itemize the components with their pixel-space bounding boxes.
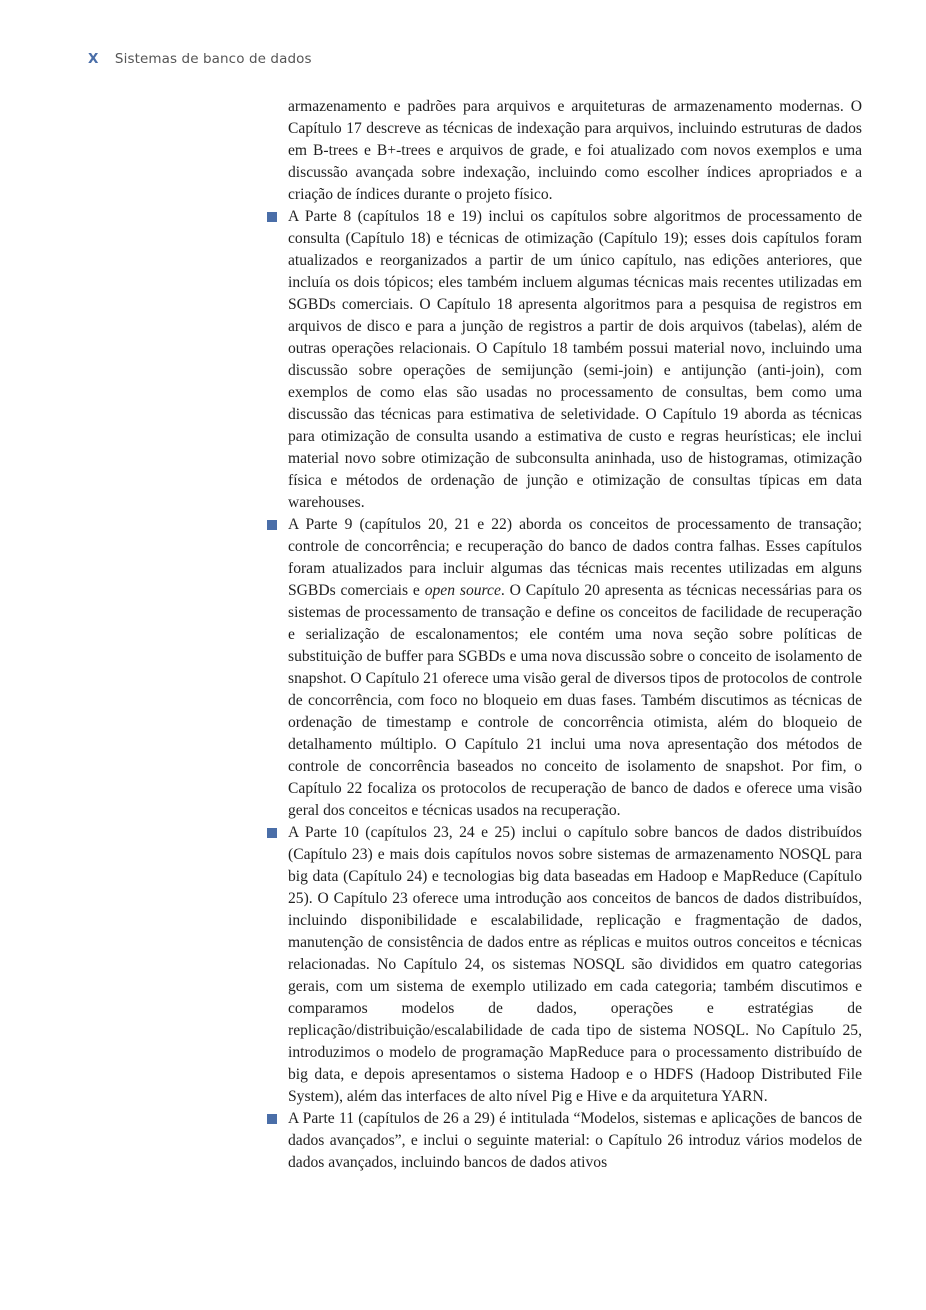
list-item xyxy=(288,514,862,822)
list-item-text xyxy=(288,514,862,822)
list-item-text: A Parte 11 (capítulos de 26 a 29) é intitulada “Modelos, sistemas e aplicações de bancos de dados avançados”, e inclui o seguinte material: o Capítulo 26 introduz vários modelos de dados avançados, incluindo bancos de dados ativos xyxy=(288,1110,862,1171)
list-item xyxy=(288,822,862,1108)
list-item xyxy=(288,206,862,514)
page-number-roman: X xyxy=(88,51,99,67)
list-item-text: A Parte 8 (capítulos 18 e 19) inclui os capítulos sobre algoritmos de processamento de consulta (Capítulo 18) e técnicas de otimização (Capítulo 19); esses dois capítulos foram atualizados e reorganizados a partir de um único capítulo, nas edições anteriores, que incluía os dois tópicos; eles também incluem algumas técnicas mais recentes utilizadas em SGBDs comerciais. O Capítulo 18 apresenta algoritmos para a pesquisa de registros em arquivos de disco e para a junção de registros a partir de dois arquivos (tabelas), além de outras operações relacionais. O Capítulo 18 também possui material novo, incluindo uma discussão sobre operações de semijunção (semi-join) e antijunção (anti-join), com exemplos de como elas são usadas no processamento de consultas, bem como uma discussão das técnicas para estimativa de seletividade. O Capítulo 19 aborda as técnicas para otimização de consulta usando a estimativa de custo e regras heurísticas; ele inclui material novo sobre otimização de subconsulta aninhada, uso de histogramas, otimização física e métodos de ordenação de junção e otimização de consultas típicas em data warehouses. xyxy=(288,208,862,511)
italic-term: open source xyxy=(424,582,501,599)
page-body xyxy=(288,96,862,1174)
list-item xyxy=(288,1108,862,1174)
list-item-text-part: A Parte 9 (capítulos 20, 21 e 22) aborda os conceitos de processamento de transação; controle de concorrência; e recuperação do banco de dados contra falhas. Esses capítulos foram atualizados para incluir algumas das técnicas mais recentes utilizadas em alguns SGBDs comerciais e xyxy=(288,516,862,599)
list-item-text: A Parte 10 (capítulos 23, 24 e 25) inclui o capítulo sobre bancos de dados distribuídos (Capítulo 23) e mais dois capítulos novos sobre sistemas de armazenamento NOSQL para big data (Capítulo 24) e tecnologias big data baseadas em Hadoop e MapReduce (Capítulo 25). O Capítulo 23 oferece uma introdução aos conceitos de bancos de dados distribuídos, incluindo disponibilidade e escalabilidade, replicação e fragmentação de dados, manutenção de consistência de dados entre as réplicas e muitos outros conceitos e técnicas relacionadas. No Capítulo 24, os sistemas NOSQL são divididos em quatro categorias gerais, com um sistema de exemplo utilizado em cada categoria; também discutimos e comparamos modelos de dados, operações e estratégias de replicação/distribuição/escalabilidade de cada tipo de sistema NOSQL. No Capítulo 25, introduzimos o modelo de programação MapReduce para o processamento distribuído de big data, e depois apresentamos o sistema Hadoop e o HDFS (Hadoop Distributed File System), além das interfaces de alto nível Pig e Hive e da arquitetura YARN. xyxy=(288,824,862,1105)
square-bullet-icon xyxy=(267,212,277,222)
list-item-text-part: . O Capítulo 20 apresenta as técnicas necessárias para os sistemas de processamento de transação e define os conceitos de facilidade de recuperação e serialização de escalonamentos; ele contém uma nova seção sobre políticas de substituição de buffer para SGBDs e uma nova discussão sobre o conceito de isolamento de snapshot. O Capítulo 21 oferece uma visão geral de diversos tipos de protocolos de controle de concorrência, com foco no bloqueio em duas fases. Também discutimos as técnicas de ordenação de timestamp e controle de concorrência otimista, além do bloqueio de detalhamento múltiplo. O Capítulo 21 inclui uma nova apresentação dos métodos de controle de concorrência baseados no conceito de isolamento de snapshot. Por fim, o Capítulo 22 focaliza os protocolos de recuperação de banco de dados e oferece uma visão geral dos conceitos e técnicas usados na recuperação. xyxy=(288,582,862,819)
running-header xyxy=(88,51,312,67)
intro-paragraph: armazenamento e padrões para arquivos e arquiteturas de armazenamento modernas. O Capítulo 17 descreve as técnicas de indexação para arquivos, incluindo estruturas de dados em B-trees e B+-trees e arquivos de grade, e foi atualizado com novos exemplos e uma discussão avançada sobre indexação, incluindo como escolher índices apropriados e a criação de índices durante o projeto físico. xyxy=(288,98,862,203)
book-title: Sistemas de banco de dados xyxy=(114,51,312,67)
square-bullet-icon xyxy=(267,1114,277,1124)
square-bullet-icon xyxy=(267,520,277,530)
square-bullet-icon xyxy=(267,828,277,838)
